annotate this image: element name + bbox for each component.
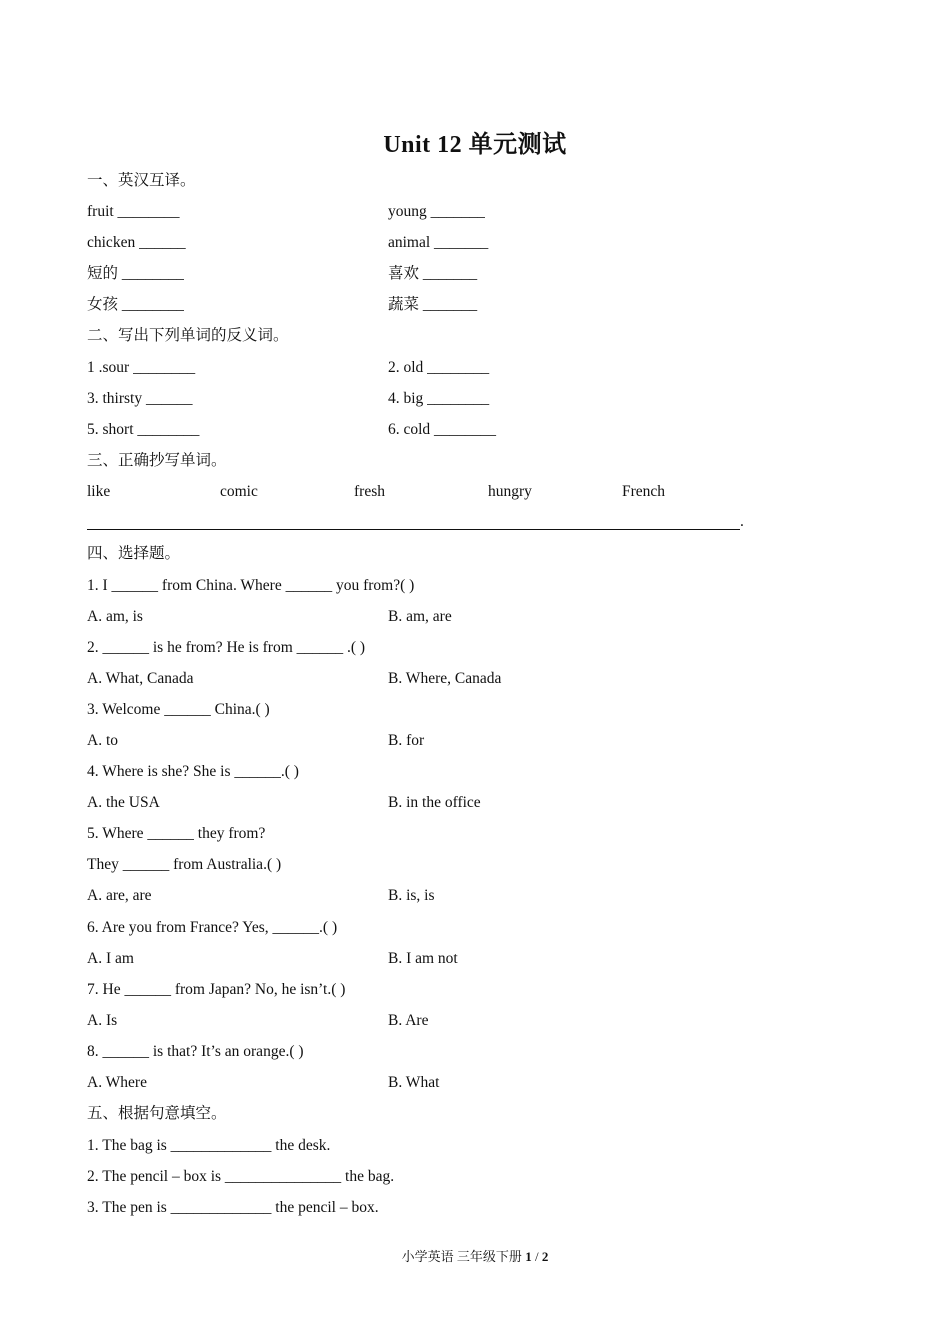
s2-item-right-3: 6. cold ________ <box>388 421 497 438</box>
section-2-heading: 二、写出下列单词的反义词。 <box>87 327 289 344</box>
question-7-option-b: B. Are <box>388 1012 429 1029</box>
s2-item-left-2: 3. thirsty ______ <box>87 390 193 407</box>
question-8: 8. ______ is that? It’s an orange.( ) <box>87 1043 304 1060</box>
s1-item-right-2: animal _______ <box>388 234 489 251</box>
question-4: 4. Where is she? She is ______.( ) <box>87 763 299 780</box>
page-footer <box>0 1246 950 1265</box>
question-6: 6. Are you from France? Yes, ______.( ) <box>87 919 338 936</box>
s1-item-right-1: young _______ <box>388 203 485 220</box>
question-8-option-b: B. What <box>388 1074 440 1091</box>
question-5-line-2: They ______ from Australia.( ) <box>87 856 282 873</box>
question-3-option-b: B. for <box>388 732 425 749</box>
s2-item-left-3: 5. short ________ <box>87 421 200 438</box>
page-title: Unit 12 单元测试 <box>383 132 567 158</box>
question-1: 1. I ______ from China. Where ______ you from?( ) <box>87 577 415 594</box>
copy-word-french: French <box>622 483 666 500</box>
question-2-option-a: A. What, Canada <box>87 670 194 687</box>
question-6-option-a: A. I am <box>87 950 134 967</box>
question-5: 5. Where ______ they from? <box>87 825 266 842</box>
question-5-option-b: B. is, is <box>388 887 435 904</box>
copy-word-hungry: hungry <box>488 483 532 500</box>
question-1-option-b: B. am, are <box>388 608 452 625</box>
copy-answer-line <box>87 529 740 530</box>
footer-text: 小学英语 三年级下册 <box>401 1249 526 1264</box>
question-7: 7. He ______ from Japan? No, he isn’t.( ) <box>87 981 346 998</box>
s1-item-left-2: chicken ______ <box>87 234 186 251</box>
section-1-heading: 一、英汉互译。 <box>87 172 196 189</box>
section-4-heading: 四、选择题。 <box>87 545 181 562</box>
question-1-option-a: A. am, is <box>87 608 143 625</box>
question-2: 2. ______ is he from? He is from ______ .( ) <box>87 639 366 656</box>
s1-item-left-4: 女孩 ________ <box>87 296 184 313</box>
s1-item-right-4: 蔬菜 _______ <box>388 296 478 313</box>
copy-word-fresh: fresh <box>354 483 385 500</box>
copy-answer-end-mark: . <box>740 513 744 530</box>
s2-item-right-2: 4. big ________ <box>388 390 490 407</box>
fill-item-3: 3. The pen is _____________ the pencil – box. <box>87 1199 379 1216</box>
question-4-option-b: B. in the office <box>388 794 481 811</box>
s1-item-right-3: 喜欢 _______ <box>388 265 478 282</box>
s2-item-left-1: 1 .sour ________ <box>87 359 196 376</box>
question-3: 3. Welcome ______ China.( ) <box>87 701 270 718</box>
section-3-heading: 三、正确抄写单词。 <box>87 452 227 469</box>
fill-item-2: 2. The pencil – box is _______________ the bag. <box>87 1168 395 1185</box>
section-5-heading: 五、根据句意填空。 <box>87 1105 227 1122</box>
question-7-option-a: A. Is <box>87 1012 118 1029</box>
question-2-option-b: B. Where, Canada <box>388 670 502 687</box>
footer-page-total: 2 <box>541 1249 549 1264</box>
question-5-option-a: A. are, are <box>87 887 152 904</box>
fill-item-1: 1. The bag is _____________ the desk. <box>87 1137 331 1154</box>
footer-separator: / <box>531 1249 542 1264</box>
question-6-option-b: B. I am not <box>388 950 458 967</box>
copy-word-comic: comic <box>220 483 258 500</box>
s1-item-left-3: 短的 ________ <box>87 265 184 282</box>
question-4-option-a: A. the USA <box>87 794 160 811</box>
s2-item-right-1: 2. old ________ <box>388 359 490 376</box>
copy-word-like: like <box>87 483 111 500</box>
s1-item-left-1: fruit ________ <box>87 203 180 220</box>
question-8-option-a: A. Where <box>87 1074 147 1091</box>
footer-page-number: 1 <box>525 1249 532 1264</box>
question-3-option-a: A. to <box>87 732 118 749</box>
